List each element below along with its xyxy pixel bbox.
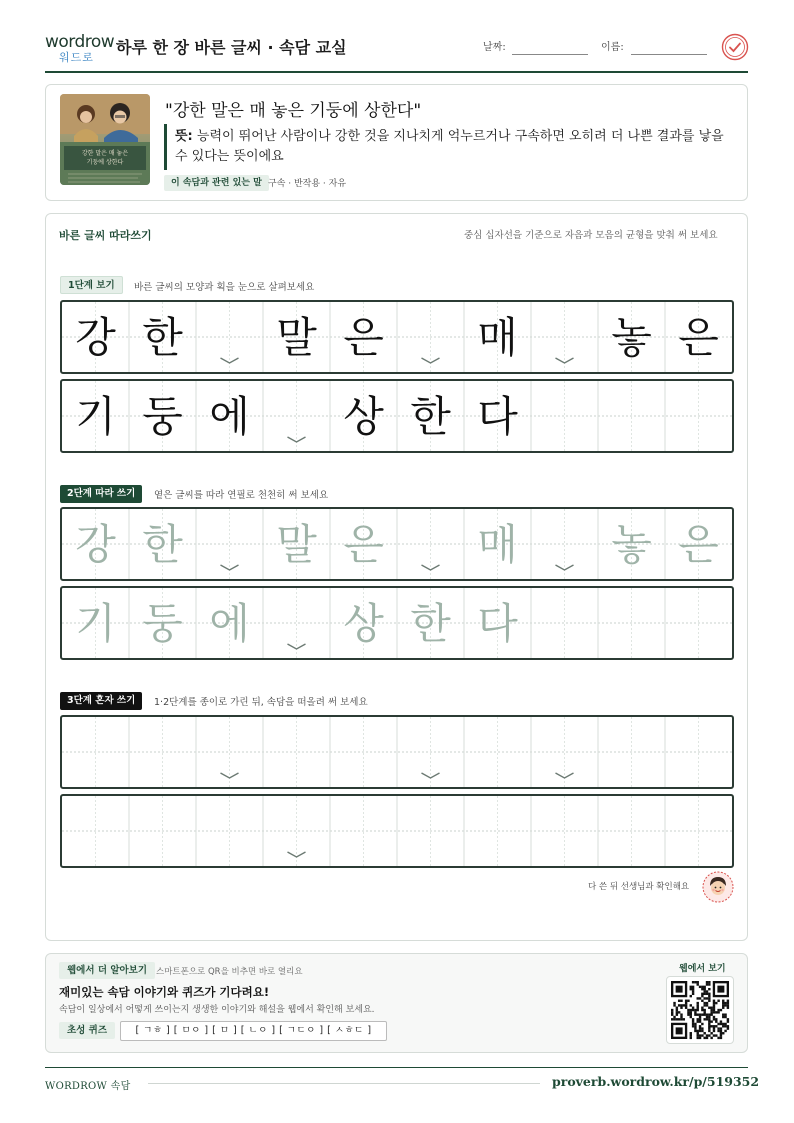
initial-consonant-quiz: [ ㄱㅎ ] [ ㅁㅇ ] [ ㅁ ] [ ㄴㅇ ] [ ㄱㄷㅇ ] [ ㅅㅎㄷ ] <box>120 1021 387 1041</box>
meaning-label: 뜻: <box>175 129 193 144</box>
trace-character[interactable]: 한 <box>142 520 183 569</box>
step3-row-1[interactable] <box>60 715 734 789</box>
logo-text: wordrow <box>45 32 115 52</box>
step1-row-2 <box>60 379 734 453</box>
writing-grid <box>62 509 732 579</box>
trace-character[interactable]: 은 <box>678 520 719 569</box>
date-label: 날짜: <box>483 42 506 53</box>
model-character: 한 <box>142 313 183 362</box>
quiz-tag: 초성 퀴즈 <box>59 1022 115 1039</box>
web-headline: 재미있는 속담 이야기와 퀴즈가 기다려요! <box>59 985 270 999</box>
trace-character[interactable]: 둥 <box>142 599 183 648</box>
model-character: 놓 <box>611 313 652 362</box>
qr-code-icon <box>667 977 733 1043</box>
model-character: 말 <box>276 313 317 362</box>
meaning-text: 능력이 뛰어난 사람이나 강한 것을 지나치게 억누르거나 구속하면 오히려 더 나쁜 결과를 낳을 수 있다는 뜻이에요 <box>175 129 724 164</box>
qr-label: 웹에서 보기 <box>679 964 726 974</box>
model-character: 다 <box>477 392 518 441</box>
step2-tag: 2단계 따라 쓰기 <box>60 485 142 503</box>
trace-character[interactable]: 은 <box>343 520 384 569</box>
practice-instruction: 중심 십자선을 기준으로 자음과 모음의 균형을 맞춰 써 보세요 <box>464 230 718 241</box>
step1-tag: 1단계 보기 <box>60 276 123 294</box>
step3-tag: 3단계 혼자 쓰기 <box>60 692 142 710</box>
trace-character[interactable]: 한 <box>410 599 451 648</box>
model-character: 상 <box>343 392 384 441</box>
step3-description: 1·2단계를 종이로 가린 뒤, 속담을 떠올려 써 보세요 <box>154 697 368 708</box>
meaning-accent-bar <box>164 124 167 170</box>
trace-character[interactable]: 에 <box>209 599 250 648</box>
trace-character[interactable]: 다 <box>477 599 518 648</box>
model-character: 은 <box>678 313 719 362</box>
proverb-text: "강한 말은 매 놓은 기둥에 상한다" <box>165 101 422 121</box>
step3-row-2[interactable] <box>60 794 734 868</box>
footer-url[interactable]: proverb.wordrow.kr/p/519352 <box>552 1074 760 1089</box>
trace-character[interactable]: 말 <box>276 520 317 569</box>
step2-description: 옅은 글씨를 따라 연필로 천천히 써 보세요 <box>154 490 329 501</box>
web-more-tag: 웹에서 더 알아보기 <box>59 962 155 979</box>
model-character: 한 <box>410 392 451 441</box>
step2-row-2[interactable] <box>60 586 734 660</box>
date-field[interactable] <box>512 54 588 55</box>
step2-row-1[interactable] <box>60 507 734 581</box>
header-divider <box>45 71 748 73</box>
trace-character[interactable]: 놓 <box>611 520 652 569</box>
name-label: 이름: <box>601 42 624 53</box>
proverb-meaning <box>175 127 735 167</box>
step1-description: 바른 글씨의 모양과 획을 눈으로 살펴보세요 <box>134 282 315 293</box>
model-character: 기 <box>75 392 116 441</box>
proverb-illustration <box>60 94 150 185</box>
footer-divider <box>45 1067 748 1068</box>
writing-grid <box>62 717 732 787</box>
wordrow-logo <box>45 32 115 66</box>
related-words: 구속 · 반작용 · 자유 <box>268 179 347 189</box>
logo-subtext: 워드로 <box>59 51 94 64</box>
check-note: 다 쓴 뒤 선생님과 확인해요 <box>588 882 690 892</box>
writing-grid <box>62 302 732 372</box>
page-title: 하루 한 장 바른 글씨 · 속담 교실 <box>116 38 347 57</box>
trace-character[interactable]: 매 <box>477 520 518 569</box>
teacher-stamp-icon <box>702 871 734 903</box>
trace-character[interactable]: 강 <box>75 520 116 569</box>
writing-grid <box>62 588 732 658</box>
footer-brand: WORDROW 속담 <box>45 1081 131 1092</box>
web-description: 속담이 일상에서 어떻게 쓰이는지 생생한 이야기와 해설을 웹에서 확인해 보세요. <box>59 1005 375 1015</box>
qr-code[interactable] <box>666 976 734 1044</box>
svg-text:기둥에 상한다: 기둥에 상한다 <box>86 159 124 166</box>
qr-tip: 스마트폰으로 QR을 비추면 바로 열리요 <box>156 967 303 977</box>
trace-character[interactable]: 상 <box>343 599 384 648</box>
model-character: 강 <box>75 313 116 362</box>
model-character: 에 <box>209 392 250 441</box>
related-words-tag: 이 속담과 관련 있는 말 <box>164 175 269 191</box>
model-character: 매 <box>477 313 518 362</box>
model-character: 은 <box>343 313 384 362</box>
model-character: 둥 <box>142 392 183 441</box>
svg-text:강한 말은 매 놓은: 강한 말은 매 놓은 <box>81 150 129 157</box>
praise-stamp-icon <box>721 33 749 61</box>
trace-character[interactable]: 기 <box>75 599 116 648</box>
practice-title: 바른 글씨 따라쓰기 <box>59 229 152 242</box>
writing-grid <box>62 381 732 451</box>
writing-grid <box>62 796 732 866</box>
footer-line <box>148 1083 540 1084</box>
step1-row-1 <box>60 300 734 374</box>
name-field[interactable] <box>631 54 707 55</box>
